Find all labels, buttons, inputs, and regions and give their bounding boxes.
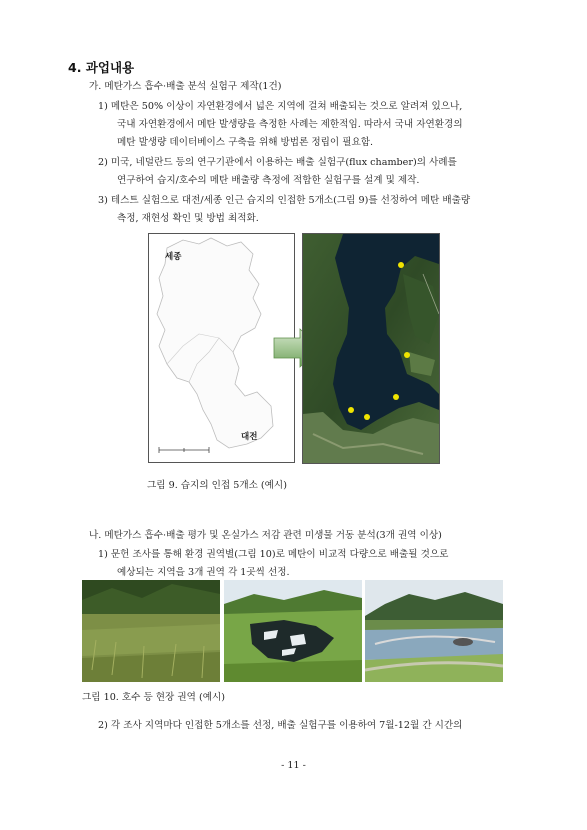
- item-ga-p3-line2: 측정, 재현성 확인 및 방법 최적화.: [117, 213, 259, 224]
- item-ga-title: 가. 메탄가스 흡수·배출 분석 실험구 제작(1건): [89, 81, 282, 92]
- section-title: 4. 과업내용: [68, 60, 135, 75]
- figure10-caption: 그림 10. 호수 등 현장 권역 (예시): [82, 692, 225, 703]
- map-label-sejong: 세종: [165, 252, 182, 262]
- item-na-p1-line2: 예상되는 지역을 3개 권역 각 1곳씩 선정.: [117, 567, 290, 578]
- field-photo-lake-park: [365, 580, 503, 682]
- item-ga-p2-line1: 2) 미국, 네덜란드 등의 연구기관에서 이용하는 배출 실험구(flux chamber)의 사례를: [98, 157, 457, 168]
- field-photo-grassland: [82, 580, 220, 682]
- site-point: [348, 407, 354, 413]
- item-ga-p1-line3: 메탄 발생량 데이터베이스 구축을 위해 방법론 정립이 필요함.: [117, 137, 374, 148]
- figure9-caption: 그림 9. 습지의 인접 5개소 (예시): [147, 480, 287, 491]
- page-number: - 11 -: [281, 760, 306, 771]
- site-point: [404, 352, 410, 358]
- item-na-title: 나. 메탄가스 흡수·배출 평가 및 온실가스 저감 관련 미생물 거동 분석(3개 권역 이상): [89, 530, 442, 541]
- item-ga-p1-line2: 국내 자연환경에서 메탄 발생량을 측정한 사례는 제한적임. 따라서 국내 자연환경의: [117, 119, 463, 130]
- wetland-satellite-image: [302, 233, 440, 464]
- item-na-p1-line1: 1) 문헌 조사를 통해 환경 권역별(그림 10)로 메탄이 비교적 다량으로 배출될 것으로: [98, 549, 449, 560]
- site-point: [393, 394, 399, 400]
- site-point: [398, 262, 404, 268]
- field-photo-wetland-pond: [224, 580, 362, 682]
- map-label-daejeon: 대전: [241, 432, 258, 442]
- site-point: [364, 414, 370, 420]
- item-ga-p2-line2: 연구하여 습지/호수의 메탄 배출량 측정에 적합한 실험구를 설계 및 제작.: [117, 175, 420, 186]
- item-ga-p3-line1: 3) 테스트 실험으로 대전/세종 인근 습지의 인접한 5개소(그림 9)를 선정하여 메탄 배출량: [98, 195, 471, 206]
- item-ga-p1-line1: 1) 메탄은 50% 이상이 자연환경에서 넓은 지역에 걸쳐 배출되는 것으로 알려져 있으나,: [98, 101, 463, 112]
- item-na-p2-line1: 2) 각 조사 지역마다 인접한 5개소를 선정, 배출 실험구를 이용하여 7월-12월 간 시간의: [98, 720, 463, 731]
